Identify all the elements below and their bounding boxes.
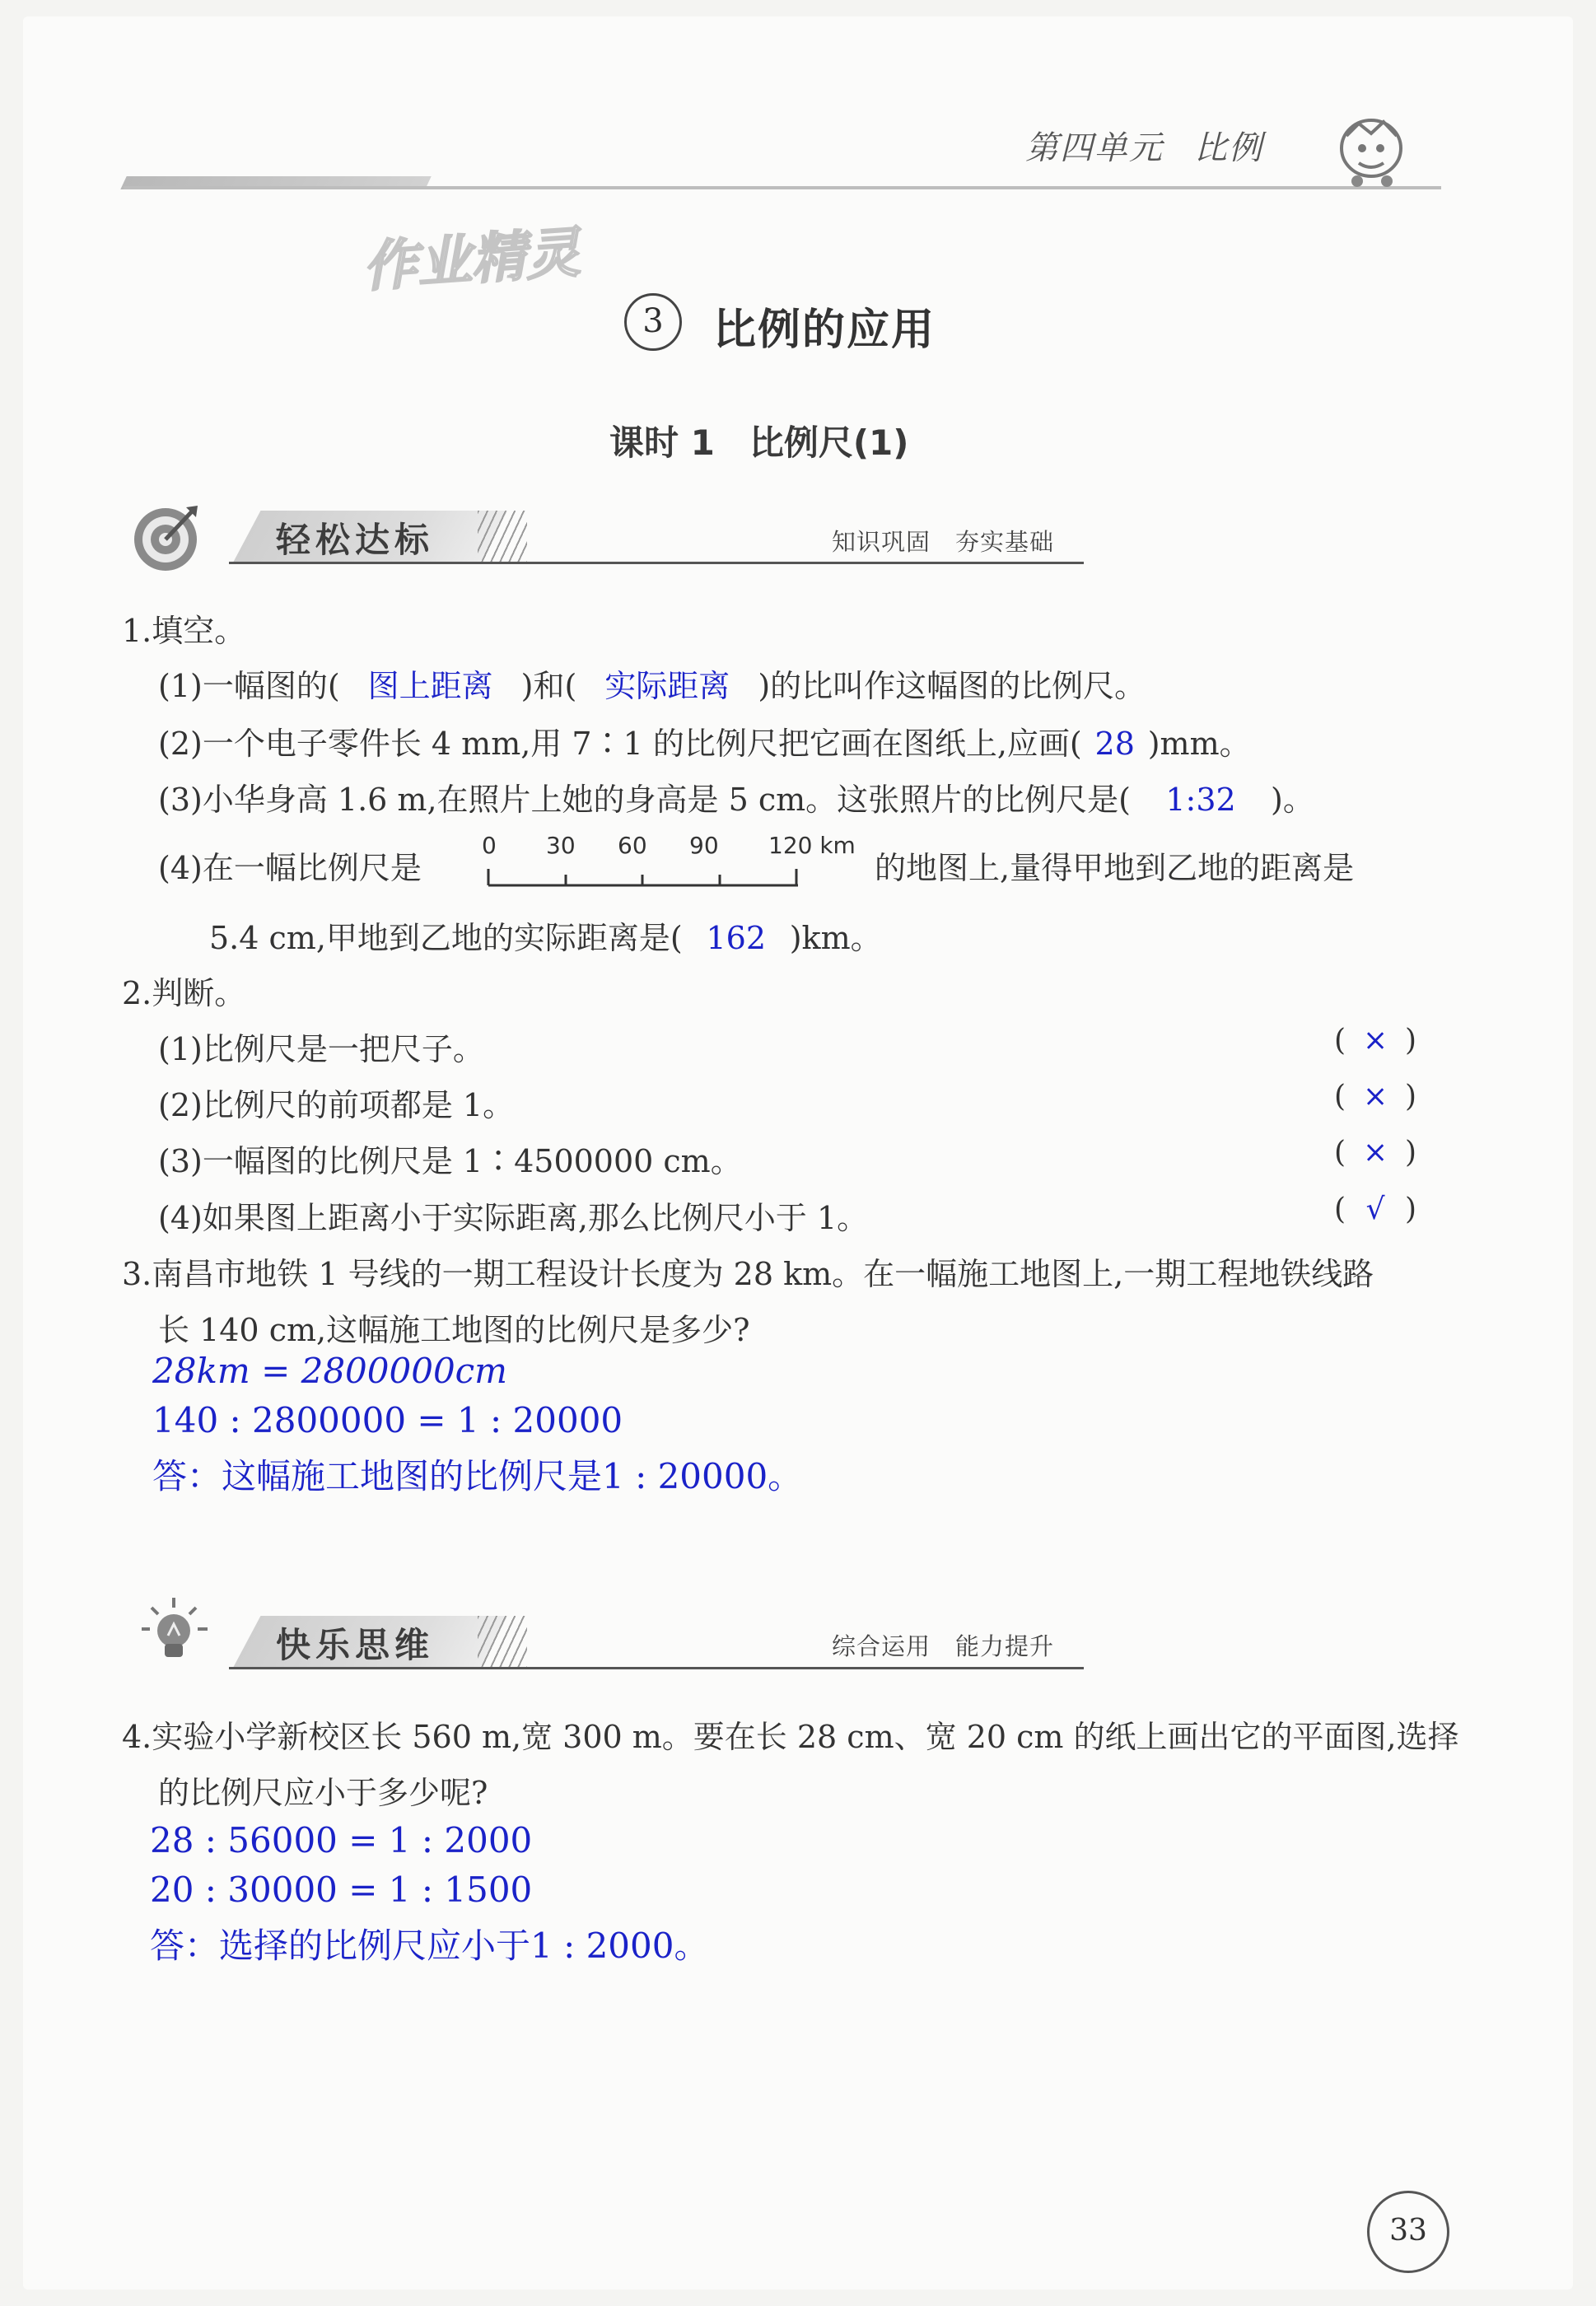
section-think-subtitle: 综合运用 能力提升: [832, 1632, 1055, 1660]
section-rule: [229, 562, 1084, 564]
lightbulb-icon: [138, 1596, 209, 1667]
q2-mark3: ( × ): [1334, 1136, 1417, 1169]
watermark-logo: 作业精灵: [361, 220, 582, 300]
q4-answer-line2: 20 : 30000 = 1 : 1500: [150, 1870, 533, 1910]
section-think-title: 快乐思维: [276, 1625, 435, 1665]
q1-part4-a: (4)在一幅比例尺是: [158, 850, 422, 886]
q2-item1: (1)比例尺是一把尺子。: [158, 1031, 484, 1067]
header-unit: 第四单元: [1025, 129, 1164, 167]
q1-part4-c: 5.4 cm,甲地到乙地的实际距离是( 162 )km。: [209, 920, 882, 956]
scale-ruler: [487, 865, 800, 889]
section-number-badge: 3: [624, 293, 682, 351]
scale-tick-label: 90: [689, 832, 719, 859]
scale-bar: [482, 832, 856, 889]
q1-stem: 1.填空。: [122, 613, 246, 649]
q1-part3: (3)小华身高 1.6 m,在照片上她的身高是 5 cm。这张照片的比例尺是( 1:32 )。: [158, 782, 1314, 818]
section-easy-title: 轻松达标: [276, 520, 435, 560]
section-title: 比例的应用: [713, 306, 936, 355]
q1-part2: (2)一个电子零件长 4 mm,用 7∶1 的比例尺把它画在图纸上,应画( 28 )mm。: [158, 726, 1251, 762]
q2-item3: (3)一幅图的比例尺是 1∶4500000 cm。: [158, 1143, 742, 1179]
q2-item2: (2)比例尺的前项都是 1。: [158, 1087, 515, 1123]
q3-line2: 长 140 cm,这幅施工地图的比例尺是多少?: [158, 1312, 750, 1348]
q1-answer5: 162: [706, 920, 766, 956]
section-easy-subtitle: 知识巩固 夯实基础: [832, 528, 1055, 556]
q2-mark2: ( × ): [1334, 1080, 1417, 1113]
scale-tick-label: 0: [482, 832, 497, 859]
q4-answer-line1: 28 : 56000 = 1 : 2000: [150, 1820, 533, 1860]
page-number: 33: [1367, 2191, 1449, 2273]
target-icon: [130, 502, 201, 573]
q1-part4-b: 的地图上,量得甲地到乙地的距离是: [875, 850, 1355, 886]
header-topic: 比例: [1194, 129, 1263, 167]
section-rule: [229, 1667, 1084, 1669]
banner-hatch: [478, 1616, 527, 1667]
q2-mark4: ( √ ): [1334, 1193, 1417, 1226]
banner-hatch: [478, 511, 527, 562]
q3-answer-line1: 28km = 2800000cm: [152, 1351, 508, 1391]
q1-answer2: 实际距离: [604, 668, 730, 704]
scale-tick-label: 60: [618, 832, 647, 859]
lesson-title: 课时 1 比例尺(1): [609, 422, 909, 463]
q1-answer4: 1:32: [1165, 782, 1236, 818]
q2-item4: (4)如果图上距离小于实际距离,那么比例尺小于 1。: [158, 1200, 869, 1236]
scale-tick-label: 120 km: [768, 832, 856, 859]
scale-tick-label: 30: [546, 832, 576, 859]
q1-answer1: 图上距离: [367, 668, 493, 704]
header-rule: [124, 186, 1441, 189]
q4-answer-line3: 答：选择的比例尺应小于1 : 2000。: [150, 1926, 709, 1966]
q1-answer3: 28: [1094, 726, 1135, 762]
q2-stem: 2.判断。: [122, 975, 246, 1011]
q4-line2: 的比例尺应小于多少呢?: [158, 1775, 488, 1811]
q3-answer-line3: 答：这幅施工地图的比例尺是1 : 20000。: [152, 1456, 803, 1496]
q4-line1: 4.实验小学新校区长 560 m,宽 300 m。要在长 28 cm、宽 20 cm 的纸上画出它的平面图,选择: [122, 1719, 1459, 1755]
q2-mark1: ( × ): [1334, 1024, 1417, 1057]
mascot-icon: [1326, 99, 1416, 189]
q1-part1: (1)一幅图的( 图上距离 )和( 实际距离 )的比叫作这幅图的比例尺。: [158, 661, 1146, 706]
q3-answer-line2: 140 : 2800000 = 1 : 20000: [152, 1400, 623, 1440]
q3-line1: 3.南昌市地铁 1 号线的一期工程设计长度为 28 km。在一幅施工地图上,一期工程地铁线路: [122, 1256, 1374, 1292]
